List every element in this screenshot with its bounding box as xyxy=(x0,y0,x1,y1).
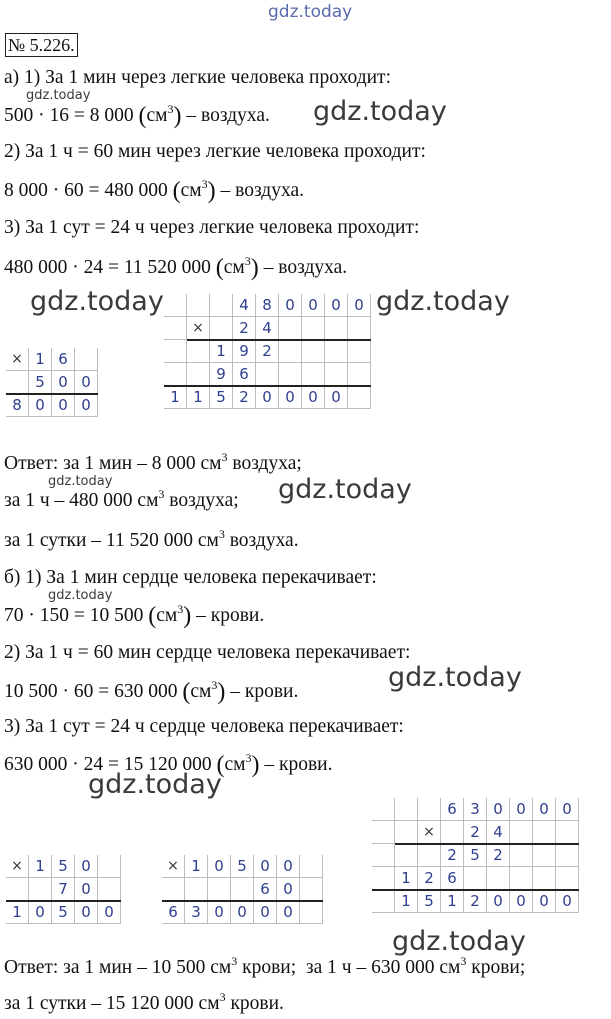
watermark-small: gdz.today xyxy=(26,88,91,103)
answer-tail: крови; xyxy=(471,957,526,978)
eq-left: 630 000 · 24 = 15 120 000 xyxy=(4,754,212,775)
unit: см xyxy=(224,754,246,775)
grid-cell: 0 xyxy=(52,371,75,394)
grid-cell: 5 xyxy=(231,855,254,878)
eq-tail: – воздуха. xyxy=(220,180,304,201)
grid-cell xyxy=(372,867,395,890)
grid-cell: 0 xyxy=(325,386,348,409)
grid-cell: 0 xyxy=(279,294,302,317)
unit-sup: 3 xyxy=(211,678,218,692)
eq-tail: – крови. xyxy=(196,605,265,626)
grid-cell: 4 xyxy=(233,294,256,317)
answer-text: за 1 сутки – 11 520 000 см xyxy=(4,530,219,551)
unit-sup: 3 xyxy=(245,751,252,765)
watermark-top: gdz.today xyxy=(268,2,353,22)
grid-cell xyxy=(302,340,325,363)
grid-cell: 9 xyxy=(210,363,233,386)
multiplication-grid-48000x24 xyxy=(164,294,371,409)
grid-cell xyxy=(210,317,233,340)
unit-sup: 3 xyxy=(177,602,184,616)
grid-cell: 5 xyxy=(29,371,52,394)
grid-cell: 1 xyxy=(164,386,187,409)
grid-cell xyxy=(302,363,325,386)
grid-cell: 8 xyxy=(6,394,29,417)
part-a-eq3: 480 000 · 24 = 11 520 000 $(см^3)$ – воздуха. xyxy=(4,254,348,281)
answer-label: Ответ: xyxy=(4,957,59,978)
grid-cell xyxy=(164,363,187,386)
grid-rule xyxy=(6,393,98,395)
grid-cell xyxy=(6,878,29,901)
grid-cell: 3 xyxy=(185,901,208,924)
eq-left: 500 · 16 = 8 000 xyxy=(4,105,134,126)
unit-sup: 3 xyxy=(201,177,208,191)
grid-cell: 2 xyxy=(418,867,441,890)
grid-rule xyxy=(162,900,323,902)
grid-rule xyxy=(187,339,371,341)
unit: см xyxy=(146,105,168,126)
grid-cell xyxy=(210,294,233,317)
grid-cell: 2 xyxy=(233,317,256,340)
grid-cell: 7 xyxy=(52,878,75,901)
grid-cell xyxy=(300,878,323,901)
eq-tail: – воздуха. xyxy=(263,257,348,278)
grid-cell xyxy=(325,363,348,386)
grid-cell: 0 xyxy=(254,855,277,878)
grid-cell: 0 xyxy=(75,394,98,417)
grid-cell: 4 xyxy=(487,821,510,844)
grid-cell xyxy=(556,867,579,890)
grid-cell xyxy=(75,348,98,371)
grid-cell xyxy=(510,821,533,844)
grid-cell: 5 xyxy=(210,386,233,409)
grid-cell: 1 xyxy=(187,386,210,409)
grid-cell: 0 xyxy=(510,890,533,913)
part-a-eq1: 500 · 16 = 8 000 $(см^3)$ – воздуха. xyxy=(4,102,270,129)
grid-cell xyxy=(164,317,187,340)
watermark-large: gdz.today xyxy=(313,96,447,127)
grid-cell xyxy=(372,890,395,913)
grid-cell: 5 xyxy=(418,890,441,913)
grid-rule xyxy=(372,889,579,891)
grid-cell: 1 xyxy=(395,890,418,913)
grid-cell xyxy=(533,821,556,844)
watermark-large: gdz.today xyxy=(376,286,510,317)
grid-cell xyxy=(187,363,210,386)
grid-rule xyxy=(164,385,371,387)
grid-cell: 0 xyxy=(231,901,254,924)
grid-cell xyxy=(441,821,464,844)
eq-left: 70 · 150 = 10 500 xyxy=(4,605,144,626)
grid-rule xyxy=(395,843,579,845)
unit: см xyxy=(156,605,178,626)
grid-cell: 1 xyxy=(441,890,464,913)
eq-left: 8 000 · 60 = 480 000 xyxy=(4,180,168,201)
eq-tail: – крови. xyxy=(264,754,333,775)
part-a-line1: а) 1) За 1 мин через легкие человека проходит: xyxy=(4,67,392,88)
answer-b-line1 xyxy=(4,956,525,981)
grid-cell: 0 xyxy=(348,294,371,317)
grid-cell: 3 xyxy=(464,798,487,821)
part-b-eq1: 70 · 150 = 10 500 $(см^3)$ – крови. xyxy=(4,602,265,629)
grid-cell xyxy=(395,844,418,867)
grid-cell xyxy=(533,844,556,867)
grid-cell xyxy=(6,371,29,394)
eq-tail: – крови. xyxy=(230,681,299,702)
grid-cell: 6 xyxy=(441,867,464,890)
eq-tail: – воздуха. xyxy=(186,105,270,126)
grid-cell: 6 xyxy=(254,878,277,901)
grid-cell: 6 xyxy=(52,348,75,371)
grid-cell xyxy=(302,317,325,340)
grid-cell xyxy=(208,878,231,901)
grid-cell xyxy=(98,855,121,878)
grid-cell: 1 xyxy=(210,340,233,363)
grid-cell: 0 xyxy=(325,294,348,317)
part-b-eq2: 10 500 · 60 = 630 000 $(см^3)$ – крови. xyxy=(4,678,299,705)
grid-cell: 2 xyxy=(464,821,487,844)
grid-cell xyxy=(300,855,323,878)
grid-cell: × xyxy=(6,855,29,878)
grid-cell xyxy=(29,878,52,901)
watermark-large: gdz.today xyxy=(392,926,526,957)
grid-cell: 0 xyxy=(75,855,98,878)
grid-cell xyxy=(348,317,371,340)
task-number: № 5.226. xyxy=(5,33,78,57)
answer-tail: воздуха. xyxy=(229,530,299,551)
part-b-line3: 3) За 1 сут = 24 ч сердце человека перекачивает: xyxy=(4,716,404,737)
unit-sup: 3 xyxy=(219,990,226,1004)
watermark-small: gdz.today xyxy=(48,474,113,489)
grid-cell: 0 xyxy=(98,901,121,924)
answer-tail: крови. xyxy=(230,993,284,1014)
grid-cell: 1 xyxy=(185,855,208,878)
grid-cell: 2 xyxy=(233,386,256,409)
grid-cell xyxy=(256,363,279,386)
grid-cell xyxy=(418,798,441,821)
grid-cell: 0 xyxy=(533,890,556,913)
answer-tail: воздуха; xyxy=(169,490,239,511)
grid-cell: 0 xyxy=(208,855,231,878)
unit: см xyxy=(190,681,212,702)
unit-sup: 3 xyxy=(158,487,165,501)
grid-cell: 0 xyxy=(75,901,98,924)
grid-cell xyxy=(279,363,302,386)
unit-sup: 3 xyxy=(167,102,174,116)
grid-cell: 0 xyxy=(29,901,52,924)
answer-text: за 1 мин – 10 500 см xyxy=(63,957,232,978)
grid-cell xyxy=(464,867,487,890)
grid-cell: 2 xyxy=(441,844,464,867)
grid-cell: 0 xyxy=(75,878,98,901)
grid-cell: 5 xyxy=(52,855,75,878)
grid-cell xyxy=(185,878,208,901)
unit-sup: 3 xyxy=(460,954,467,968)
grid-cell: 2 xyxy=(256,340,279,363)
grid-cell xyxy=(556,844,579,867)
answer-a-line3 xyxy=(4,529,299,554)
answer-b-line2 xyxy=(4,992,284,1017)
grid-cell xyxy=(348,363,371,386)
grid-cell xyxy=(510,844,533,867)
grid-cell: 0 xyxy=(556,798,579,821)
unit-sup: 3 xyxy=(218,527,225,541)
grid-cell xyxy=(372,798,395,821)
grid-cell: 1 xyxy=(29,348,52,371)
grid-cell: 0 xyxy=(208,901,231,924)
grid-cell: × xyxy=(162,855,185,878)
grid-cell xyxy=(279,340,302,363)
grid-cell xyxy=(556,821,579,844)
grid-cell: 2 xyxy=(464,890,487,913)
grid-cell: 5 xyxy=(52,901,75,924)
grid-cell: 5 xyxy=(464,844,487,867)
grid-cell: 2 xyxy=(487,844,510,867)
unit-sup: 3 xyxy=(244,254,251,268)
watermark-small: gdz.today xyxy=(48,588,113,603)
grid-cell xyxy=(348,340,371,363)
answer-tail: крови; xyxy=(242,957,297,978)
grid-cell: 0 xyxy=(277,878,300,901)
unit: см xyxy=(223,257,245,278)
part-a-eq2: 8 000 · 60 = 480 000 $(см^3)$ – воздуха. xyxy=(4,177,304,204)
part-a-line2: 2) За 1 ч = 60 мин через легкие человека проходит: xyxy=(4,141,426,162)
answer-tail: воздуха; xyxy=(232,453,302,474)
grid-cell xyxy=(395,798,418,821)
grid-cell: 0 xyxy=(277,855,300,878)
watermark-large: gdz.today xyxy=(88,769,222,800)
answer-text: за 1 ч – 630 000 см xyxy=(305,957,461,978)
grid-cell xyxy=(187,294,210,317)
grid-cell: 0 xyxy=(510,798,533,821)
grid-cell xyxy=(164,340,187,363)
multiplication-grid-10500x60 xyxy=(162,855,323,924)
grid-cell: 0 xyxy=(52,394,75,417)
grid-cell xyxy=(98,878,121,901)
grid-cell: 6 xyxy=(162,901,185,924)
part-b-line1: б) 1) За 1 мин сердце человека перекачивает: xyxy=(4,567,377,588)
grid-cell xyxy=(418,844,441,867)
answer-text: за 1 сутки – 15 120 000 см xyxy=(4,993,220,1014)
multiplication-grid-16x500 xyxy=(6,348,98,417)
grid-cell xyxy=(325,340,348,363)
watermark-large: gdz.today xyxy=(278,474,412,505)
grid-cell: 4 xyxy=(256,317,279,340)
grid-cell: 6 xyxy=(233,363,256,386)
grid-cell xyxy=(164,294,187,317)
grid-cell xyxy=(187,340,210,363)
grid-cell xyxy=(325,317,348,340)
answer-a-line2 xyxy=(4,489,239,514)
grid-cell xyxy=(279,317,302,340)
grid-cell: × xyxy=(187,317,210,340)
grid-rule xyxy=(6,900,121,902)
unit: см xyxy=(180,180,202,201)
watermark-large: gdz.today xyxy=(30,286,164,317)
grid-cell: 0 xyxy=(75,371,98,394)
grid-cell: 0 xyxy=(487,798,510,821)
unit-sup: 3 xyxy=(221,450,228,464)
grid-cell xyxy=(300,901,323,924)
grid-cell: 0 xyxy=(254,901,277,924)
answer-text: за 1 мин – 8 000 см xyxy=(63,453,222,474)
grid-cell: 0 xyxy=(302,294,325,317)
eq-left: 480 000 · 24 = 11 520 000 xyxy=(4,257,211,278)
multiplication-grid-150x70 xyxy=(6,855,121,924)
part-b-eq3: 630 000 · 24 = 15 120 000 $(см^3)$ – крови. xyxy=(4,751,333,778)
grid-cell: 0 xyxy=(533,798,556,821)
grid-cell xyxy=(162,878,185,901)
grid-cell xyxy=(372,844,395,867)
grid-cell: 1 xyxy=(6,901,29,924)
grid-cell: 0 xyxy=(556,890,579,913)
eq-left: 10 500 · 60 = 630 000 xyxy=(4,681,178,702)
grid-cell: × xyxy=(6,348,29,371)
grid-cell: 8 xyxy=(256,294,279,317)
answer-text: за 1 ч – 480 000 см xyxy=(4,490,159,511)
grid-cell: 0 xyxy=(29,394,52,417)
grid-cell xyxy=(487,867,510,890)
grid-cell xyxy=(510,867,533,890)
part-b-line2: 2) За 1 ч = 60 мин сердце человека перекачивает: xyxy=(4,642,411,663)
grid-cell: 0 xyxy=(279,386,302,409)
grid-cell: 9 xyxy=(233,340,256,363)
grid-cell: 1 xyxy=(29,855,52,878)
grid-cell xyxy=(348,386,371,409)
answer-label: Ответ: xyxy=(4,453,59,474)
part-a-line3: 3) За 1 сут = 24 ч через легкие человека проходит: xyxy=(4,217,420,238)
grid-cell: 6 xyxy=(441,798,464,821)
grid-cell: × xyxy=(418,821,441,844)
grid-cell xyxy=(533,867,556,890)
grid-cell: 0 xyxy=(277,901,300,924)
watermark-large: gdz.today xyxy=(388,662,522,693)
grid-cell: 0 xyxy=(487,890,510,913)
grid-cell: 0 xyxy=(256,386,279,409)
grid-cell: 0 xyxy=(302,386,325,409)
grid-cell: 1 xyxy=(395,867,418,890)
grid-cell xyxy=(231,878,254,901)
multiplication-grid-630000x24 xyxy=(372,798,579,913)
grid-cell xyxy=(395,821,418,844)
grid-cell xyxy=(372,821,395,844)
unit-sup: 3 xyxy=(231,954,238,968)
